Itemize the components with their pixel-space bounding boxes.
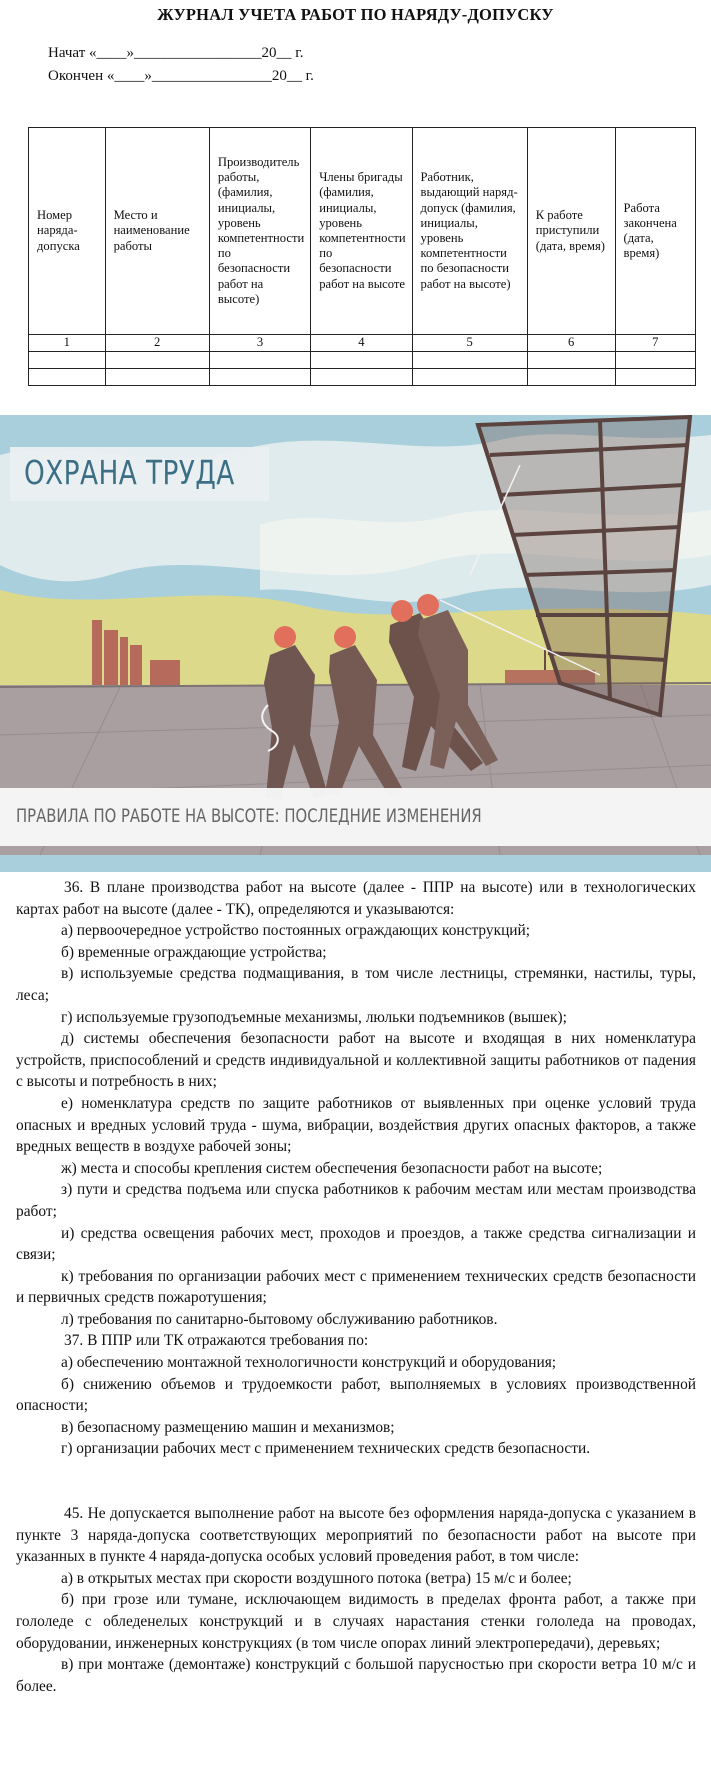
column-number: 5 [412, 335, 527, 352]
paragraph: и) средства освещения рабочих мест, проходов и проездов, а также средства сигнализации и связи; [16, 1224, 696, 1264]
rules-text [16, 877, 696, 1697]
header-crew-members: Члены бригады (фамилия, инициалы, уровень компетентности по безопасности работ на высоте [311, 128, 412, 335]
column-number: 7 [615, 335, 695, 352]
paragraph: а) первоочередное устройство постоянных ограждающих конструкций; [61, 922, 531, 940]
paragraph: 37. В ППР или ТК отражаются требования по: [64, 1332, 369, 1350]
paragraph: б) временные ограждающие устройства; [61, 943, 327, 961]
paragraph: г) используемые грузоподъемные механизмы, люльки подъемников (вышек); [61, 1008, 567, 1026]
journal-form-page [0, 0, 711, 405]
paragraph: а) обеспечению монтажной технологичности конструкций и оборудования; [61, 1354, 557, 1372]
paragraph: б) снижению объемов и трудоемкости работ, выполняемых в условиях производственной опасности; [16, 1375, 696, 1415]
banner-title: ОХРАНА ТРУДА [24, 453, 235, 492]
started-date-line: Начат «____»_________________20__ г. [48, 45, 304, 61]
paragraph: в) безопасному размещению машин и механизмов; [61, 1418, 395, 1436]
paragraph: в) при монтаже (демонтаже) конструкций с большой парусностью при скорости ветра 10 м/с и более. [16, 1656, 696, 1695]
header-work-producer: Производитель работы, (фамилия, инициалы, уровень компетентности по безопасности работ на высоте) [209, 128, 310, 335]
table-number-row [29, 335, 696, 352]
paragraph: в) используемые средства подмащивания, в том числе лестницы, стремянки, настилы, туры, леса; [16, 965, 696, 1004]
paragraph: 36. В плане производства работ на высоте (далее - ППР на высоте) или в технологических картах работ на высоте (далее - ТК), определяются и указываются: [16, 879, 696, 918]
banner-subtitle: ПРАВИЛА ПО РАБОТЕ НА ВЫСОТЕ: ПОСЛЕДНИЕ ИЗМЕНЕНИЯ [16, 805, 482, 827]
banner-subtitle-strip [0, 788, 711, 846]
paragraph: л) требования по санитарно-бытовому обслуживанию работников. [61, 1310, 498, 1328]
banner-title-box [10, 447, 269, 501]
header-order-number: Номер наряда-допуска [29, 128, 106, 335]
paragraph: 45. Не допускается выполнение работ на высоте без оформления наряда-допуска с указанием в пункте 3 наряда-допуска соответствующих мероприятий по безопасности работ на высоте при указанных в пункте 4 наряда-допуска особых условий проведения работ, в том числе: [16, 1505, 696, 1566]
paragraph: к) требования по организации рабочих мест с применением технических средств безопасности и первичных средств пожаротушения; [16, 1267, 696, 1307]
header-work-place: Место и наименование работы [105, 128, 209, 335]
column-number: 3 [209, 335, 310, 352]
column-number: 1 [29, 335, 106, 352]
header-work-finished: Работа закончена (дата, время) [615, 128, 695, 335]
journal-title: ЖУРНАЛ УЧЕТА РАБОТ ПО НАРЯДУ-ДОПУСКУ [157, 5, 554, 24]
header-permit-issuer: Работник, выдающий наряд-допуск (фамилия, инициалы, уровень компетентности по безопасности работ на высоте) [412, 128, 527, 335]
paragraph: з) пути и средства подъема или спуска работников к рабочим местам или местам производства работ; [16, 1181, 696, 1220]
paragraph: е) номенклатура средств по защите работников от выявленных при оценке условий труда опасных и вредных условий труда - шума, вибрации, воздействия других опасных факторов, а также вредных веществ в воздухе рабочей зоны; [16, 1094, 696, 1156]
paragraph: г) организации рабочих мест с применением технических средств безопасности. [61, 1440, 591, 1458]
paragraph: б) при грозе или тумане, исключающем видимость в пределах фронта работ, а также при гололеде с обледенелых конструкций и в случаях нарастания стенки гололеда на проводах, оборудовании, инженерных конструкциях (в том числе опорах линий электропередачи), деревьях; [16, 1591, 696, 1652]
header-work-started: К работе приступили (дата, время) [527, 128, 615, 335]
table-empty-row [29, 369, 696, 386]
column-number: 2 [105, 335, 209, 352]
paragraph: ж) места и способы крепления систем обеспечения безопасности работ на высоте; [61, 1159, 603, 1177]
table-empty-row [29, 352, 696, 369]
journal-table [28, 127, 696, 386]
column-number: 6 [527, 335, 615, 352]
column-number: 4 [311, 335, 412, 352]
finished-date-line: Окончен «____»________________20__ г. [48, 68, 314, 84]
paragraph: а) в открытых местах при скорости воздушного потока (ветра) 15 м/с и более; [61, 1569, 572, 1587]
table-header-row [29, 128, 696, 335]
paragraph: д) системы обеспечения безопасности работ на высоте и входящая в них номенклатура устройств, приспособлений и средств индивидуальной и коллективной защиты работников от падения с высоты и потребность в них; [16, 1030, 696, 1091]
